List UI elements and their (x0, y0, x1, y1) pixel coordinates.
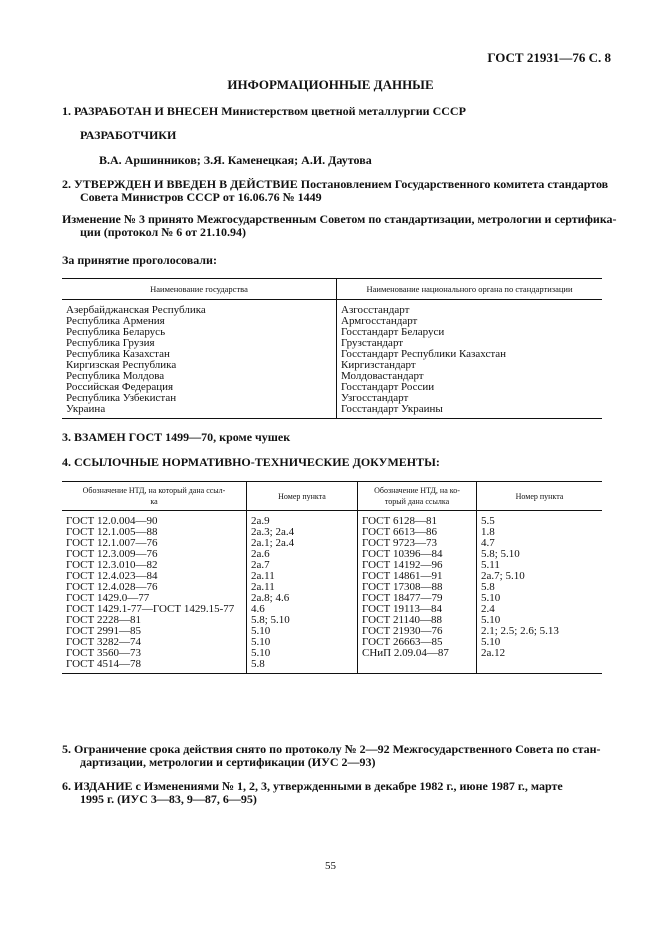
section-6-number: 6. (62, 779, 71, 793)
section-5-line-2: дартизации, метрологии и сертификации (ИУС 2—93) (80, 755, 376, 769)
vote-heading: За принятие проголосовали: (62, 253, 217, 267)
section-4-number: 4. (62, 455, 71, 469)
table-cell: ГОСТ 1429.0—77 (66, 592, 150, 604)
table-cell: Грузстандарт (341, 337, 404, 349)
ref-col-header-doc-left (62, 482, 247, 511)
page-header-code: ГОСТ 21931—76 С. 8 (487, 50, 611, 65)
section-5 (62, 743, 632, 769)
states-table-body (62, 305, 602, 419)
states-col-header-state: Наименование государства (62, 279, 337, 300)
table-cell: ГОСТ 21930—76 (362, 625, 443, 637)
references-table-header (62, 482, 602, 511)
table-cell: 5.10 (251, 647, 271, 659)
section-2-line-1: УТВЕРЖДЕН И ВВЕДЕН В ДЕЙСТВИЕ Постановлением Государственного комитета стандартов (74, 177, 609, 191)
section-5-number: 5. (62, 742, 71, 756)
table-cell: ГОСТ 12.1.005—88 (66, 526, 158, 538)
table-cell: Республика Узбекистан (66, 392, 177, 404)
ref-col-clause-right (477, 516, 603, 674)
table-cell: 5.10 (481, 592, 501, 604)
table-cell: ГОСТ 12.3.010—82 (66, 559, 158, 571)
table-cell: ГОСТ 19113—84 (362, 603, 443, 615)
table-cell: Госстандарт Беларуси (341, 326, 445, 338)
section-2 (62, 178, 627, 204)
change-note-line-1: Изменение № 3 принято Межгосударственным Советом по стандартизации, метрологии и сертифика- (62, 212, 617, 226)
table-cell: 5.8 (481, 581, 495, 593)
states-col-body (337, 305, 603, 419)
section-4 (62, 456, 440, 469)
table-cell: Республика Беларусь (66, 326, 166, 338)
table-cell: Республика Казахстан (66, 348, 170, 360)
table-cell: 5.10 (481, 614, 501, 626)
table-cell: 4.6 (251, 603, 265, 615)
page-number: 55 (325, 860, 336, 872)
table-cell: ГОСТ 3560—73 (66, 647, 141, 659)
table-cell: СНиП 2.09.04—87 (362, 647, 449, 659)
table-cell: Республика Армения (66, 315, 165, 327)
table-cell: 2а.3; 2а.4 (251, 526, 295, 538)
table-cell: 5.10 (251, 625, 271, 637)
table-cell: 2а.11 (251, 581, 275, 593)
table-cell: 2а.12 (481, 647, 506, 659)
table-cell: Республика Грузия (66, 337, 155, 349)
table-cell: Госстандарт России (341, 381, 435, 393)
section-2-number: 2. (62, 177, 71, 191)
table-cell: Азгосстандарт (341, 304, 410, 316)
section-3 (62, 431, 290, 444)
page-title: ИНФОРМАЦИОННЫЕ ДАННЫЕ (227, 77, 434, 92)
states-col-state (62, 305, 337, 419)
table-cell: ГОСТ 4514—78 (66, 658, 141, 670)
table-cell: ГОСТ 26663—85 (362, 636, 443, 648)
table-cell: ГОСТ 10396—84 (362, 548, 443, 560)
table-cell: Украина (66, 403, 106, 415)
ref-col-clause-left (247, 516, 358, 674)
states-col-header-body: Наименование национального органа по стандартизации (337, 279, 603, 300)
table-cell: 5.8; 5.10 (481, 548, 520, 560)
table-cell: 4.7 (481, 537, 495, 549)
table-cell: 5.10 (251, 636, 271, 648)
developers-heading: РАЗРАБОТЧИКИ (80, 128, 177, 142)
table-cell: Армгосстандарт (341, 315, 418, 327)
section-6 (62, 780, 632, 806)
table-cell: ГОСТ 12.0.004—90 (66, 515, 158, 527)
table-cell: 2а.7; 5.10 (481, 570, 525, 582)
table-cell: ГОСТ 1429.1-77—ГОСТ 1429.15-77 (66, 603, 235, 615)
table-cell: Российская Федерация (66, 381, 174, 393)
table-cell: 2а.1; 2а.4 (251, 537, 295, 549)
table-cell: Республика Молдова (66, 370, 165, 382)
section-1-number: 1. (62, 104, 71, 118)
states-table-header (62, 279, 602, 300)
states-table (62, 278, 602, 419)
table-cell: 2а.8; 4.6 (251, 592, 290, 604)
table-cell: ГОСТ 18477—79 (362, 592, 443, 604)
table-cell: 2а.6 (251, 548, 270, 560)
references-table (62, 481, 602, 674)
table-cell: 5.10 (481, 636, 501, 648)
section-3-number: 3. (62, 430, 71, 444)
table-cell: Киргизская Республика (66, 359, 177, 371)
table-cell: ГОСТ 12.1.007—76 (66, 537, 158, 549)
ref-col-header-clause-left: Номер пункта (247, 482, 358, 511)
section-1 (62, 105, 622, 118)
change-note (62, 213, 627, 239)
table-cell: 2а.9 (251, 515, 270, 527)
table-cell: ГОСТ 3282—74 (66, 636, 141, 648)
header-text: торый дана ссылка (384, 497, 450, 506)
table-cell: Госстандарт Республики Казахстан (341, 348, 507, 360)
table-cell: ГОСТ 17308—88 (362, 581, 443, 593)
table-cell: 2а.11 (251, 570, 275, 582)
table-cell: 2а.7 (251, 559, 270, 571)
table-cell: Азербайджанская Республика (66, 304, 206, 316)
header-text: Обозначение НТД, на который дана ссыл- (82, 486, 226, 495)
section-4-text: ССЫЛОЧНЫЕ НОРМАТИВНО-ТЕХНИЧЕСКИЕ ДОКУМЕНТЫ: (74, 455, 440, 469)
table-cell: 1.8 (481, 526, 495, 538)
section-2-line-2: Совета Министров СССР от 16.06.76 № 1449 (80, 190, 322, 204)
table-cell: ГОСТ 14861—91 (362, 570, 443, 582)
table-cell: 5.8; 5.10 (251, 614, 290, 626)
section-3-text: ВЗАМЕН ГОСТ 1499—70, кроме чушек (74, 430, 291, 444)
table-cell: 2.1; 2.5; 2.6; 5.13 (481, 625, 559, 637)
table-cell: ГОСТ 6128—81 (362, 515, 437, 527)
section-5-line-1: Ограничение срока действия снято по протоколу № 2—92 Межгосударственного Совета по стан- (74, 742, 601, 756)
table-cell: 5.11 (481, 559, 500, 571)
section-6-line-2: 1995 г. (ИУС 3—83, 9—87, 6—95) (80, 792, 257, 806)
table-cell: ГОСТ 12.4.028—76 (66, 581, 158, 593)
table-cell: ГОСТ 21140—88 (362, 614, 443, 626)
section-6-line-1: ИЗДАНИЕ с Изменениями № 1, 2, 3, утвержденными в декабре 1982 г., июне 1987 г., марте (74, 779, 563, 793)
table-cell: ГОСТ 6613—86 (362, 526, 437, 538)
table-cell: ГОСТ 12.4.023—84 (66, 570, 158, 582)
developers-list: В.А. Аршинников; З.Я. Каменецкая; А.И. Даутова (99, 153, 372, 167)
header-text: Обозначение НТД, на ко- (374, 486, 460, 495)
table-cell: Киргизстандарт (341, 359, 416, 371)
header-text: ка (150, 497, 158, 506)
ref-col-doc-left (62, 516, 247, 674)
table-cell: 5.8 (251, 658, 265, 670)
table-cell: Госстандарт Украины (341, 403, 443, 415)
table-cell: Узгосстандарт (341, 392, 409, 404)
ref-col-header-doc-right (358, 482, 477, 511)
section-1-text: РАЗРАБОТАН И ВНЕСЕН Министерством цветной металлургии СССР (74, 104, 466, 118)
references-table-body (62, 516, 602, 674)
table-cell: ГОСТ 2991—85 (66, 625, 141, 637)
ref-col-header-clause-right: Номер пункта (477, 482, 603, 511)
table-cell: ГОСТ 9723—73 (362, 537, 437, 549)
table-cell: ГОСТ 12.3.009—76 (66, 548, 158, 560)
table-cell: 5.5 (481, 515, 495, 527)
table-cell: Молдовастандарт (341, 370, 424, 382)
table-cell: ГОСТ 2228—81 (66, 614, 141, 626)
table-cell: ГОСТ 14192—96 (362, 559, 443, 571)
table-cell: 2.4 (481, 603, 495, 615)
ref-col-doc-right (358, 516, 477, 674)
change-note-line-2: ции (протокол № 6 от 21.10.94) (80, 225, 247, 239)
